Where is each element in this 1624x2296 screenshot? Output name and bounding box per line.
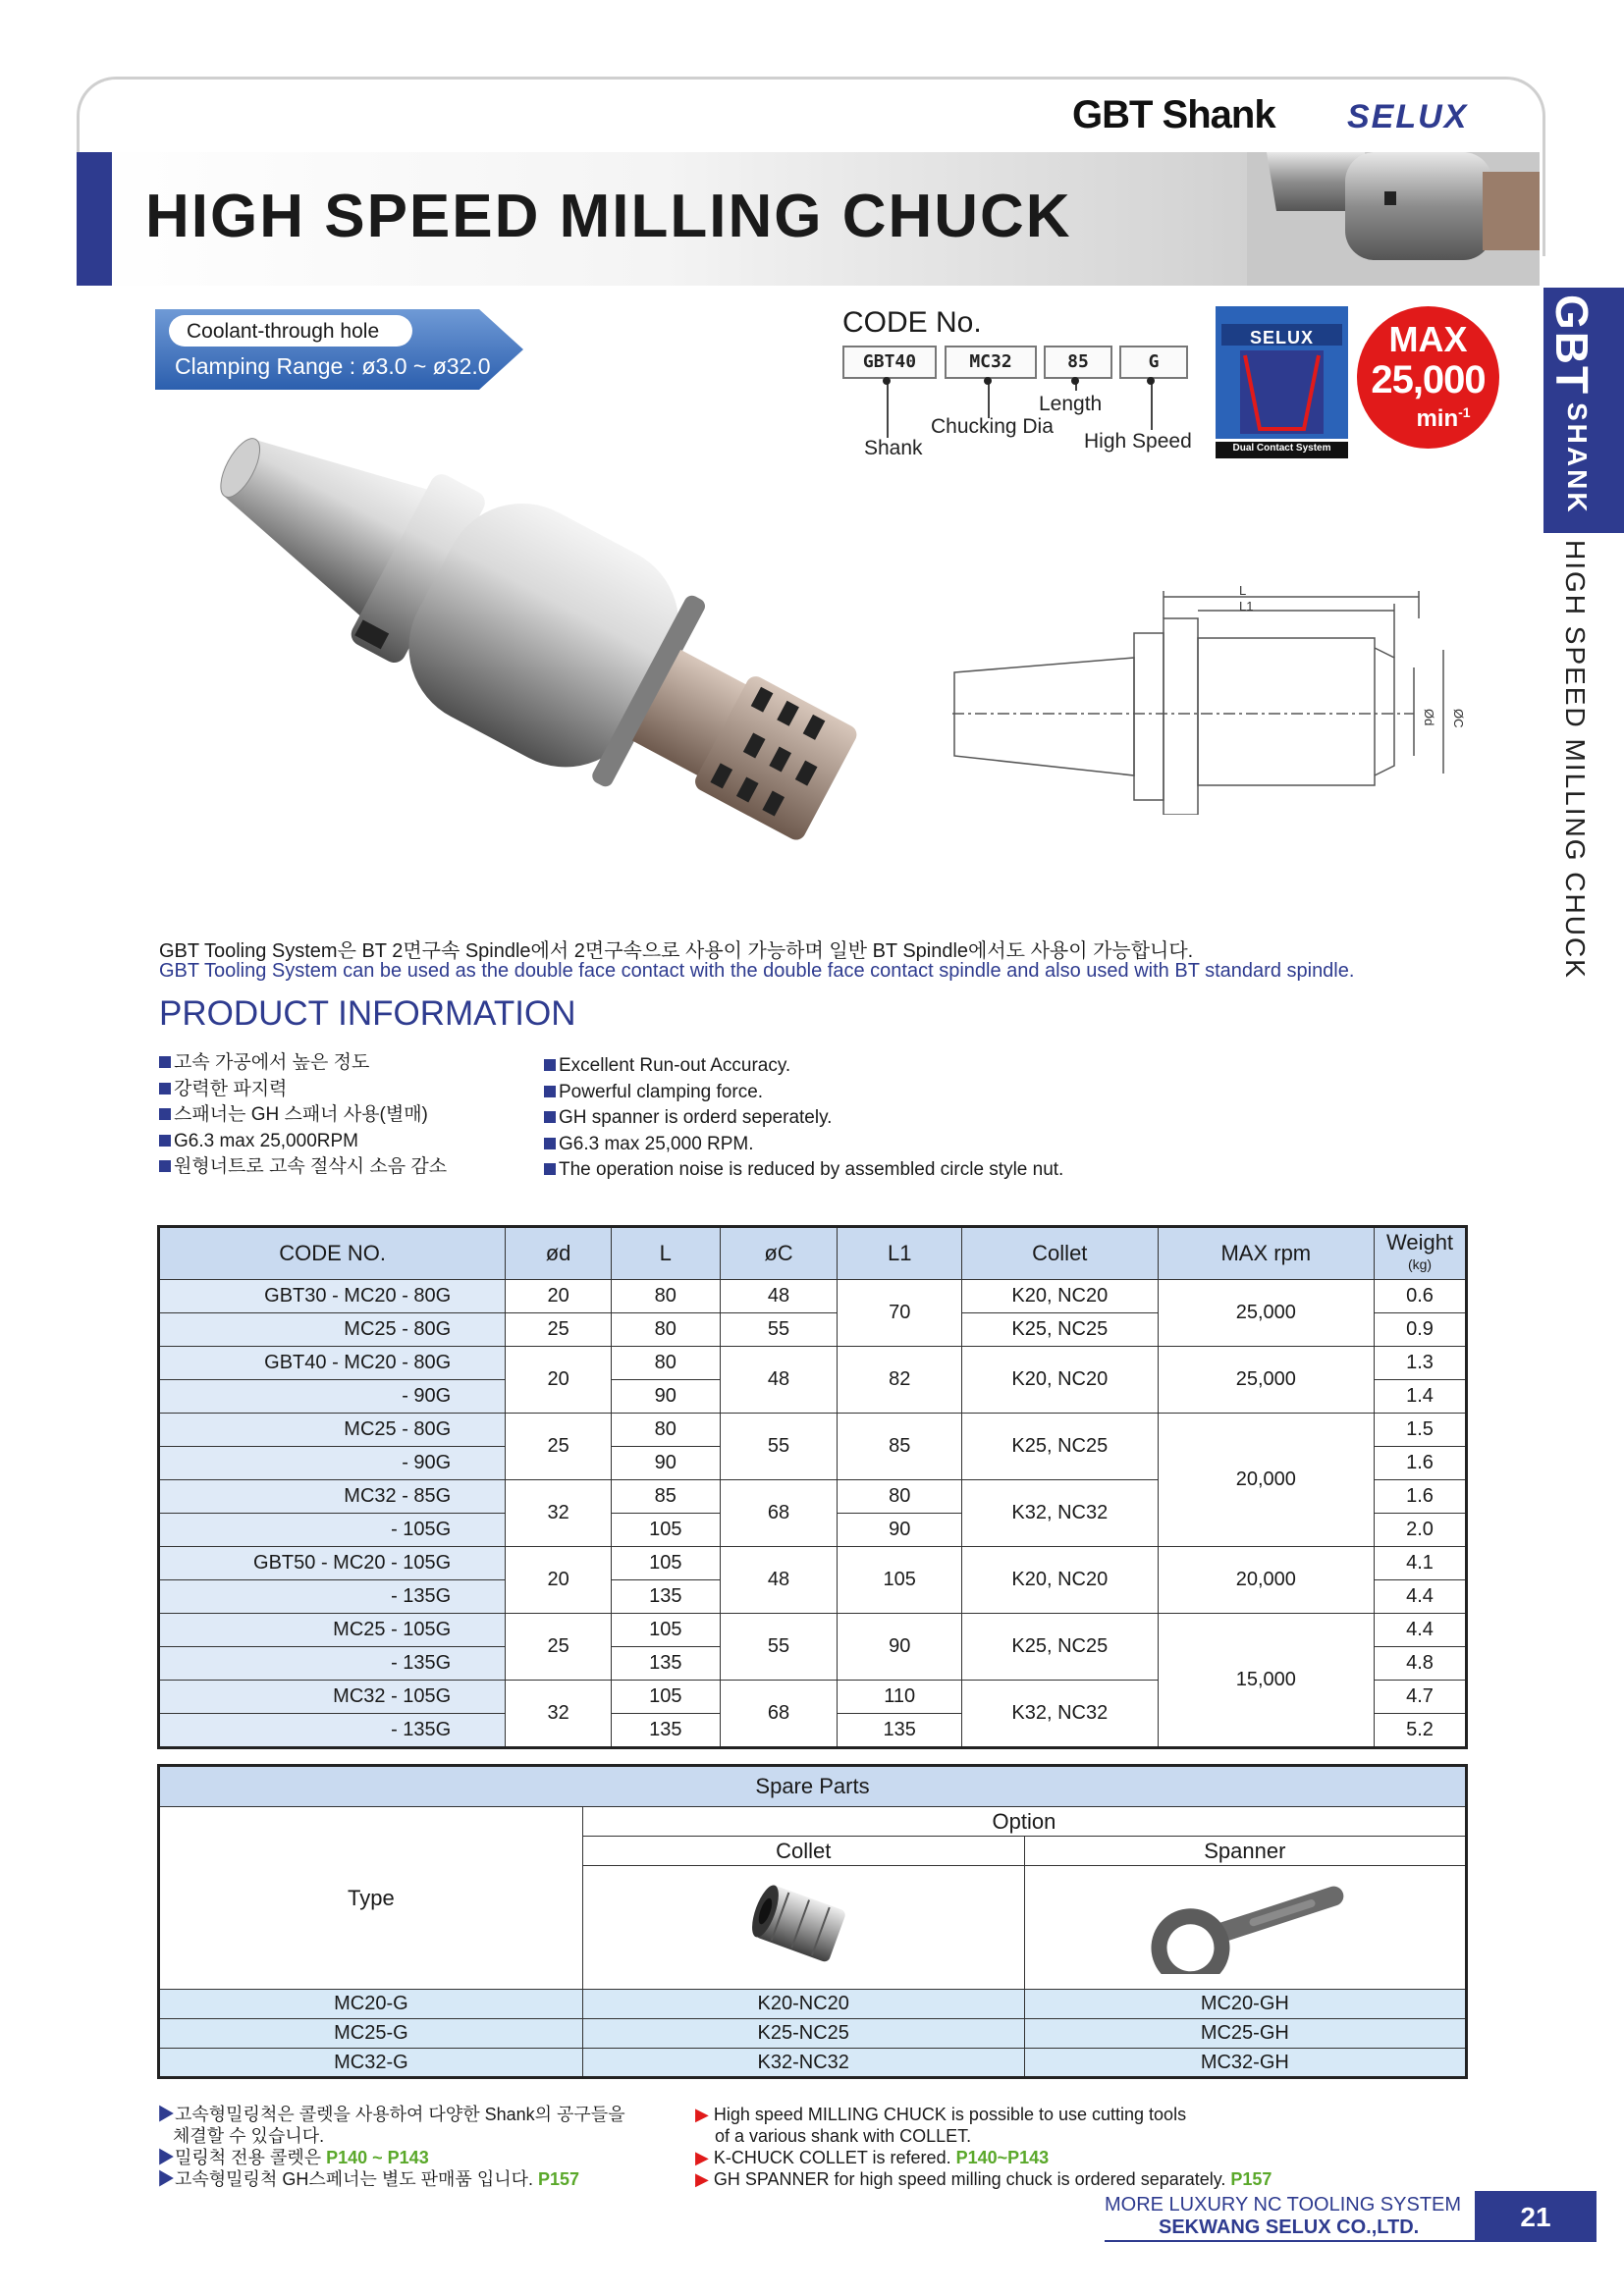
features-english — [544, 1053, 1063, 1184]
feature-en-text: The operation noise is reduced by assembled circle style nut. — [559, 1159, 1064, 1180]
bullet-icon — [159, 1056, 171, 1068]
notes-english — [695, 2104, 1272, 2190]
max-rpm-value: 25,000 — [1371, 358, 1486, 401]
code-leader-chucking — [988, 379, 990, 418]
spec-table — [157, 1225, 1468, 1749]
spare-spanner: MC32-GH — [1024, 2049, 1466, 2078]
code-label-high-speed: High Speed — [1084, 430, 1192, 453]
weight-cell: 0.6 — [1375, 1280, 1467, 1313]
feature-en — [544, 1080, 1063, 1106]
col-L: L — [611, 1227, 720, 1280]
od-cell: 25 — [506, 1313, 612, 1347]
weight-cell: 1.5 — [1375, 1414, 1467, 1447]
code-cell: GBT30 - MC20 - 80G — [159, 1280, 506, 1313]
dual-contact-logo-text: SELUX — [1249, 328, 1314, 347]
spare-collet-label: Collet — [582, 1837, 1024, 1866]
unit-min: min — [1416, 405, 1459, 432]
weight-cell: 4.4 — [1375, 1580, 1467, 1614]
drawing-label-oc: ØC — [1451, 709, 1466, 728]
oc-cell: 68 — [720, 1480, 838, 1547]
note-en-1 — [695, 2104, 1272, 2125]
bullet-icon — [159, 1083, 171, 1095]
collet-cell: K25, NC25 — [962, 1614, 1159, 1681]
spare-collet: K20-NC20 — [582, 1990, 1024, 2019]
feature-ko — [159, 1129, 447, 1155]
dual-contact-caption: Dual Contact System — [1232, 443, 1331, 454]
weight-cell: 1.6 — [1375, 1447, 1467, 1480]
feature-ko — [159, 1050, 447, 1077]
L-cell: 105 — [611, 1514, 720, 1547]
product-photo — [147, 402, 903, 893]
side-tab-shank: SHANK — [1562, 402, 1593, 515]
brand-logo: SELUX — [1347, 98, 1469, 135]
code-cell: MC32 - 85G — [159, 1480, 506, 1514]
col-weight — [1375, 1227, 1467, 1280]
rpm-cell: 15,000 — [1158, 1614, 1374, 1748]
feature-en — [544, 1105, 1063, 1132]
code-cell: MC25 - 80G — [159, 1313, 506, 1347]
spare-title-row — [159, 1766, 1467, 1807]
col-weight-label: Weight — [1385, 1230, 1454, 1255]
code-dot-high-speed — [1147, 377, 1155, 385]
col-oc: øC — [720, 1227, 838, 1280]
description-korean: GBT Tooling System은 BT 2면구속 Spindle에서 2면구속으로 사용이 가능하며 일반 BT Spindle에서도 사용이 가능합니다. — [159, 940, 1194, 962]
feature-en — [544, 1132, 1063, 1158]
arrow-icon: ▶ — [695, 2148, 714, 2167]
notes-korean — [157, 2104, 625, 2190]
weight-cell: 5.2 — [1375, 1714, 1467, 1748]
collet-cell: K25, NC25 — [962, 1313, 1159, 1347]
code-label-length: Length — [1039, 393, 1103, 415]
L1-cell: 80 — [838, 1480, 962, 1514]
collet-image — [749, 1876, 857, 1974]
note-en-1b: of a various shank with COLLET. — [715, 2126, 972, 2146]
collet-image-cell — [582, 1866, 1024, 1990]
collet-cell: K20, NC20 — [962, 1547, 1159, 1614]
L-cell: 80 — [611, 1313, 720, 1347]
code-label-chucking-dia: Chucking Dia — [931, 415, 1054, 438]
L-cell: 105 — [611, 1681, 720, 1714]
code-cell: GBT40 - MC20 - 80G — [159, 1347, 506, 1380]
L1-cell: 85 — [838, 1414, 962, 1480]
feature-ko — [159, 1154, 447, 1181]
table-header-row — [159, 1227, 1467, 1280]
weight-cell: 1.6 — [1375, 1480, 1467, 1514]
code-cell: MC32 - 105G — [159, 1681, 506, 1714]
L-cell: 90 — [611, 1447, 720, 1480]
col-collet: Collet — [962, 1227, 1159, 1280]
L-cell: 80 — [611, 1280, 720, 1313]
note-ko-3 — [157, 2168, 625, 2190]
arrow-icon: ▶ — [695, 2169, 714, 2189]
table-row — [159, 1614, 1467, 1647]
footer-divider — [1105, 2240, 1478, 2242]
arrow-icon: ▶ — [157, 2105, 175, 2124]
spanner-image-cell — [1024, 1866, 1466, 1990]
arrow-icon: ▶ — [157, 2148, 175, 2167]
description-english: GBT Tooling System can be used as the double face contact with the double face contact spindle and also used with BT standard spindle. — [159, 960, 1355, 982]
spare-row — [159, 2019, 1467, 2049]
weight-cell: 4.1 — [1375, 1547, 1467, 1580]
code-cell: - 135G — [159, 1647, 506, 1681]
features-korean — [159, 1050, 447, 1181]
bullet-icon — [544, 1059, 556, 1071]
L-cell: 105 — [611, 1614, 720, 1647]
L-cell: 135 — [611, 1714, 720, 1748]
oc-cell: 55 — [720, 1313, 838, 1347]
feature-en-text: GH spanner is orderd seperately. — [559, 1107, 833, 1128]
weight-cell: 1.4 — [1375, 1380, 1467, 1414]
feature-ko — [159, 1102, 447, 1129]
note-ko-1b: 체결할 수 있습니다. — [173, 2126, 325, 2146]
L1-cell: 70 — [838, 1280, 962, 1347]
L1-cell: 105 — [838, 1547, 962, 1614]
spare-spanner: MC20-GH — [1024, 1990, 1466, 2019]
feature-en — [544, 1053, 1063, 1080]
L-cell: 135 — [611, 1647, 720, 1681]
code-leader-high-speed — [1151, 379, 1153, 430]
code-box-high-speed: G — [1119, 346, 1188, 379]
feature-en-text: Excellent Run-out Accuracy. — [559, 1055, 791, 1076]
spare-option-label: Option — [582, 1807, 1466, 1837]
od-cell: 32 — [506, 1480, 612, 1547]
code-label-shank: Shank — [864, 437, 923, 459]
L1-cell: 90 — [838, 1514, 962, 1547]
page-ref: P157 — [538, 2169, 580, 2189]
spare-type: MC20-G — [159, 1990, 583, 2019]
technical-drawing — [952, 579, 1463, 815]
L-cell: 80 — [611, 1414, 720, 1447]
code-cell: GBT50 - MC20 - 105G — [159, 1547, 506, 1580]
oc-cell: 55 — [720, 1614, 838, 1681]
category-label: GBT Shank — [1072, 93, 1275, 136]
side-subtitle: HIGH SPEED MILLING CHUCK — [1560, 540, 1591, 980]
header-accent — [77, 152, 112, 286]
spare-collet: K25-NC25 — [582, 2019, 1024, 2049]
bullet-icon — [159, 1160, 171, 1172]
oc-cell: 48 — [720, 1280, 838, 1313]
weight-cell: 4.8 — [1375, 1647, 1467, 1681]
code-box-chucking-dia: MC32 — [945, 346, 1037, 379]
banner-coolant-text: Coolant-through hole — [187, 320, 380, 343]
page-number: 21 — [1520, 2202, 1551, 2232]
L1-cell: 82 — [838, 1347, 962, 1414]
L1-cell: 90 — [838, 1614, 962, 1681]
note-en-3 — [695, 2168, 1272, 2190]
spare-parts-table — [157, 1764, 1468, 2079]
od-cell: 20 — [506, 1347, 612, 1414]
code-cell: - 135G — [159, 1580, 506, 1614]
rpm-cell: 25,000 — [1158, 1347, 1374, 1414]
footer-company: SEKWANG SELUX CO.,LTD. — [1159, 2216, 1420, 2238]
max-label: MAX — [1388, 319, 1468, 359]
bullet-icon — [544, 1111, 556, 1123]
feature-ko-text: G6.3 max 25,000RPM — [174, 1130, 358, 1151]
feature-ko-text: 고속 가공에서 높은 정도 — [174, 1052, 370, 1073]
feature-en — [544, 1157, 1063, 1184]
code-cell: - 105G — [159, 1514, 506, 1547]
feature-ko-text: 원형너트로 고속 절삭시 소음 감소 — [174, 1156, 448, 1177]
code-cell: - 90G — [159, 1380, 506, 1414]
weight-cell: 1.3 — [1375, 1347, 1467, 1380]
collet-cell: K20, NC20 — [962, 1347, 1159, 1414]
drawing-label-L: L — [1239, 583, 1247, 598]
L1-cell: 135 — [838, 1714, 962, 1748]
feature-ko — [159, 1077, 447, 1103]
spare-type: MC25-G — [159, 2019, 583, 2049]
collet-cell: K32, NC32 — [962, 1681, 1159, 1748]
table-row — [159, 1280, 1467, 1313]
spare-parts-title: Spare Parts — [159, 1766, 1467, 1807]
unit-sup: -1 — [1458, 404, 1471, 420]
col-od: ød — [506, 1227, 612, 1280]
arrow-icon: ▶ — [157, 2169, 175, 2189]
page-ref: P140~P143 — [955, 2148, 1050, 2167]
note-ko-1 — [157, 2104, 625, 2125]
side-tab-gbt: GBT — [1546, 294, 1597, 397]
drawing-label-L1: L1 — [1239, 599, 1254, 614]
note-text: High speed MILLING CHUCK is possible to use cutting tools — [713, 2105, 1187, 2124]
col-L1: L1 — [838, 1227, 962, 1280]
L-cell: 90 — [611, 1380, 720, 1414]
feature-en-text: G6.3 max 25,000 RPM. — [559, 1133, 754, 1154]
spare-spanner-label: Spanner — [1024, 1837, 1466, 1866]
code-cell: - 135G — [159, 1714, 506, 1748]
note-text: 밀링척 전용 콜렛은 — [175, 2148, 327, 2167]
collet-cell: K25, NC25 — [962, 1414, 1159, 1480]
spare-row — [159, 1990, 1467, 2019]
od-cell: 20 — [506, 1280, 612, 1313]
code-box-length: 85 — [1044, 346, 1112, 379]
note-text: GH SPANNER for high speed milling chuck is ordered separately. — [713, 2169, 1231, 2189]
weight-cell: 2.0 — [1375, 1514, 1467, 1547]
col-weight-unit: (kg) — [1407, 1256, 1433, 1272]
code-dot-length — [1071, 377, 1079, 385]
L-cell: 80 — [611, 1347, 720, 1380]
L-cell: 135 — [611, 1580, 720, 1614]
col-code-no: CODE NO. — [159, 1227, 506, 1280]
note-text: 고속형밀링척은 콜렛을 사용하여 다양한 Shank의 공구들을 — [175, 2105, 625, 2124]
footer-slogan: MORE LUXURY NC TOOLING SYSTEM — [1105, 2194, 1462, 2216]
code-cell: MC25 - 105G — [159, 1614, 506, 1647]
bullet-icon — [544, 1086, 556, 1097]
drawing-label-od: Ød — [1422, 709, 1436, 726]
bullet-icon — [159, 1108, 171, 1120]
code-cell: - 90G — [159, 1447, 506, 1480]
feature-ko-text: 스패너는 GH 스패너 사용(별매) — [174, 1104, 428, 1125]
spare-collet: K32-NC32 — [582, 2049, 1024, 2078]
rpm-cell: 20,000 — [1158, 1414, 1374, 1547]
weight-cell: 0.9 — [1375, 1313, 1467, 1347]
table-row — [159, 1347, 1467, 1380]
code-cell: MC25 - 80G — [159, 1414, 506, 1447]
rpm-cell: 25,000 — [1158, 1280, 1374, 1347]
spanner-image — [1132, 1876, 1358, 1974]
page-ref: P140 ~ P143 — [326, 2148, 429, 2167]
note-en-2 — [695, 2147, 1272, 2168]
feature-en-text: Powerful clamping force. — [559, 1081, 764, 1102]
bullet-icon — [544, 1163, 556, 1175]
od-cell: 32 — [506, 1681, 612, 1748]
oc-cell: 48 — [720, 1547, 838, 1614]
banner-clamping-range: Clamping Range : ø3.0 ~ ø32.0 — [175, 353, 491, 379]
spare-type: MC32-G — [159, 2049, 583, 2078]
note-text: 고속형밀링척 GH스페너는 별도 판매품 입니다. — [175, 2169, 538, 2189]
L1-cell: 110 — [838, 1681, 962, 1714]
note-ko-2 — [157, 2147, 625, 2168]
collet-cell: K32, NC32 — [962, 1480, 1159, 1547]
L-cell: 85 — [611, 1480, 720, 1514]
oc-cell: 68 — [720, 1681, 838, 1748]
product-info-title: PRODUCT INFORMATION — [159, 994, 576, 1033]
od-cell: 20 — [506, 1547, 612, 1614]
max-rpm-unit — [1394, 404, 1492, 433]
rpm-cell: 20,000 — [1158, 1547, 1374, 1614]
spare-spanner: MC25-GH — [1024, 2019, 1466, 2049]
code-dot-chucking — [984, 377, 992, 385]
code-dot-shank — [883, 377, 891, 385]
L-cell: 105 — [611, 1547, 720, 1580]
bullet-icon — [544, 1138, 556, 1149]
spare-type-label: Type — [159, 1807, 583, 1990]
table-row — [159, 1414, 1467, 1447]
arrow-icon: ▶ — [695, 2105, 714, 2124]
bullet-icon — [159, 1135, 171, 1147]
od-cell: 25 — [506, 1614, 612, 1681]
od-cell: 25 — [506, 1414, 612, 1480]
oc-cell: 48 — [720, 1347, 838, 1414]
header-chuck-image — [1247, 152, 1540, 286]
weight-cell: 4.4 — [1375, 1614, 1467, 1647]
code-no-title: CODE No. — [842, 306, 982, 339]
note-text: K-CHUCK COLLET is refered. — [713, 2148, 956, 2167]
col-max-rpm: MAX rpm — [1158, 1227, 1374, 1280]
spare-option-row — [159, 1807, 1467, 1837]
page-title: HIGH SPEED MILLING CHUCK — [145, 183, 1072, 250]
oc-cell: 55 — [720, 1414, 838, 1480]
feature-ko-text: 강력한 파지력 — [174, 1078, 288, 1099]
table-row — [159, 1547, 1467, 1580]
spare-row — [159, 2049, 1467, 2078]
code-box-shank: GBT40 — [842, 346, 937, 379]
page-ref: P157 — [1230, 2169, 1272, 2189]
collet-cell: K20, NC20 — [962, 1280, 1159, 1313]
weight-cell: 4.7 — [1375, 1681, 1467, 1714]
